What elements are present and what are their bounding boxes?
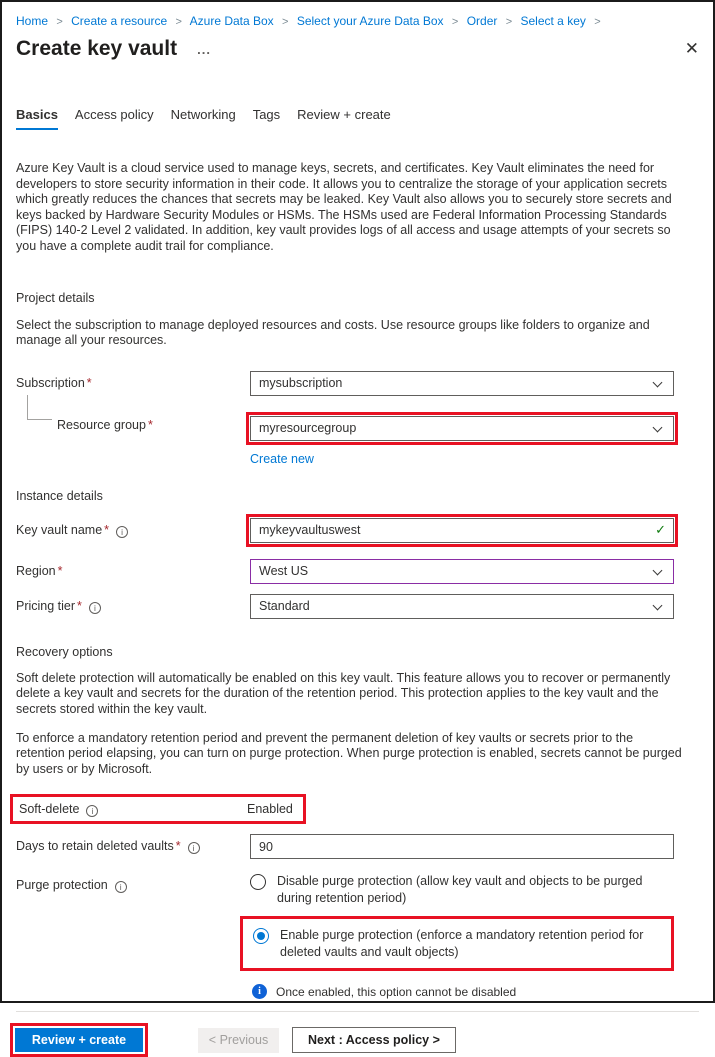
info-icon[interactable]: i [116, 526, 128, 538]
chevron-down-icon [653, 377, 663, 387]
highlight-box-soft-delete [10, 794, 306, 824]
breadcrumb-home[interactable]: Home [16, 14, 49, 28]
purge-protection-label: Purge protection i [16, 873, 250, 893]
resource-group-row [16, 408, 674, 468]
info-icon[interactable]: i [188, 842, 200, 854]
breadcrumb-order[interactable]: Order [466, 14, 498, 28]
subscription-row [16, 371, 674, 396]
required-asterisk: * [57, 563, 63, 578]
recovery-paragraph-2: To enforce a mandatory retention period and prevent the permanent deletion of key vaults or secrets prior to the retention period elapsing, you can turn on purge protection. When purge protection is enabled, secrets cannot be purged by users or by Microsoft. [16, 730, 682, 776]
radio-enable-purge-protection[interactable] [253, 927, 665, 960]
resource-group-dropdown[interactable] [250, 416, 674, 441]
subscription-label: Subscription * [16, 375, 92, 390]
tab-tags[interactable]: Tags [252, 107, 281, 122]
breadcrumb-separator: > [175, 16, 182, 28]
required-asterisk: * [77, 598, 82, 613]
required-asterisk: * [175, 839, 181, 854]
breadcrumb-separator: > [56, 16, 63, 28]
page-title: Create key vault [16, 37, 178, 60]
pricing-tier-label: Pricing tier * i [16, 594, 250, 614]
region-dropdown[interactable] [250, 559, 674, 584]
pricing-tier-value: Standard [259, 599, 310, 614]
days-to-retain-row [16, 834, 674, 859]
key-vault-name-input[interactable] [250, 518, 674, 543]
tree-connector-line [27, 395, 52, 420]
info-filled-icon: i [252, 984, 267, 999]
key-vault-name-row [16, 518, 674, 543]
footer-actions [2, 1012, 713, 1057]
radio-disable-purge-protection[interactable] [250, 873, 674, 906]
resource-group-value: myresourcegroup [259, 421, 357, 436]
radio-unselected-icon[interactable] [250, 874, 266, 890]
highlight-box-review-create [10, 1023, 148, 1057]
resource-group-label: Resource group * [16, 408, 250, 433]
breadcrumb-separator: > [282, 16, 289, 28]
required-asterisk: * [86, 375, 92, 390]
days-to-retain-label: Days to retain deleted vaults * i [16, 834, 250, 854]
breadcrumb [16, 14, 699, 30]
tab-networking[interactable]: Networking [170, 107, 236, 122]
region-label: Region * [16, 563, 63, 578]
breadcrumb-separator: > [451, 16, 459, 28]
required-asterisk: * [147, 417, 153, 432]
pricing-tier-dropdown[interactable] [250, 594, 674, 619]
info-icon[interactable]: i [89, 602, 101, 614]
review-create-button[interactable]: Review + create [15, 1028, 143, 1052]
tab-access-policy[interactable]: Access policy [74, 107, 154, 122]
breadcrumb-separator: > [594, 16, 601, 28]
highlight-box-resource-group [246, 412, 678, 445]
more-menu-icon[interactable]: ... [197, 42, 211, 57]
subscription-value: mysubscription [259, 376, 343, 391]
pricing-tier-row [16, 594, 674, 619]
create-new-link[interactable]: Create new [250, 451, 314, 466]
title-row [16, 37, 699, 61]
info-icon[interactable]: i [86, 805, 98, 817]
breadcrumb-create-a-resource[interactable]: Create a resource [71, 14, 168, 28]
breadcrumb-separator: > [505, 16, 513, 28]
region-value: West US [259, 564, 309, 579]
tab-review-create[interactable]: Review + create [297, 107, 391, 122]
valid-check-icon: ✓ [655, 521, 666, 537]
highlight-box-key-vault-name [246, 514, 678, 547]
chevron-down-icon [653, 422, 663, 432]
key-vault-name-label: Key vault name * i [16, 518, 250, 538]
radio-disable-label: Disable purge protection (allow key vault and objects to be purged during retention period) [277, 874, 643, 905]
breadcrumb-azure-data-box[interactable]: Azure Data Box [189, 14, 274, 28]
chevron-down-icon [653, 565, 663, 575]
chevron-down-icon [653, 600, 663, 610]
recovery-options-heading: Recovery options [16, 644, 113, 659]
project-details-description: Select the subscription to manage deployed resources and costs. Use resource groups like folders to organize and manage all your resources. [16, 317, 650, 348]
breadcrumb-select-a-key[interactable]: Select a key [520, 14, 586, 28]
info-note [252, 984, 699, 999]
previous-button[interactable]: < Previous [198, 1028, 279, 1053]
radio-enable-label: Enable purge protection (enforce a mandatory retention period for deleted vaults and vault objects) [280, 928, 644, 959]
intro-text: Azure Key Vault is a cloud service used to manage keys, secrets, and certificates. Key Vault eliminates the need for developers to store security information in their code. It allows you to centralize the storage of your application secrets which greatly reduces the chances that secrets may be leaked. Key Vault also allows you to securely store secrets and keys backed by Hardware Security Modules or HSMs. The HSMs used are Federal Information Processing Standards (FIPS) 140-2 Level 2 validated. In addition, key vault provides logs of all access and usage attempts of your secrets so you have a complete audit trail for compliance. [16, 161, 672, 253]
region-row [16, 559, 674, 584]
project-details-heading: Project details [16, 290, 95, 305]
breadcrumb-select-your-azure-data-box[interactable]: Select your Azure Data Box [296, 14, 444, 28]
next-access-policy-button[interactable]: Next : Access policy > [292, 1027, 456, 1053]
tab-bar [16, 107, 699, 130]
recovery-paragraph-1: Soft delete protection will automatically be enabled on this key vault. This feature allows you to recover or permanently delete a key vault and secrets for the duration of the retention period. This protection applies to the key vault and the secrets stored within the key vault. [16, 670, 671, 716]
required-asterisk: * [104, 522, 110, 537]
soft-delete-value: Enabled [247, 802, 293, 817]
soft-delete-label: Soft-delete i [19, 802, 247, 817]
highlight-box-enable-purge [240, 916, 674, 971]
tab-basics[interactable]: Basics [16, 107, 58, 130]
info-note-text: Once enabled, this option cannot be disabled [276, 984, 517, 999]
purge-protection-row [16, 873, 674, 971]
info-icon[interactable]: i [115, 881, 127, 893]
radio-selected-icon[interactable] [253, 928, 269, 944]
subscription-dropdown[interactable] [250, 371, 674, 396]
create-key-vault-panel [2, 2, 713, 1012]
instance-details-heading: Instance details [16, 488, 103, 503]
close-icon[interactable]: ✕ [684, 39, 699, 58]
days-to-retain-input[interactable] [250, 834, 674, 859]
